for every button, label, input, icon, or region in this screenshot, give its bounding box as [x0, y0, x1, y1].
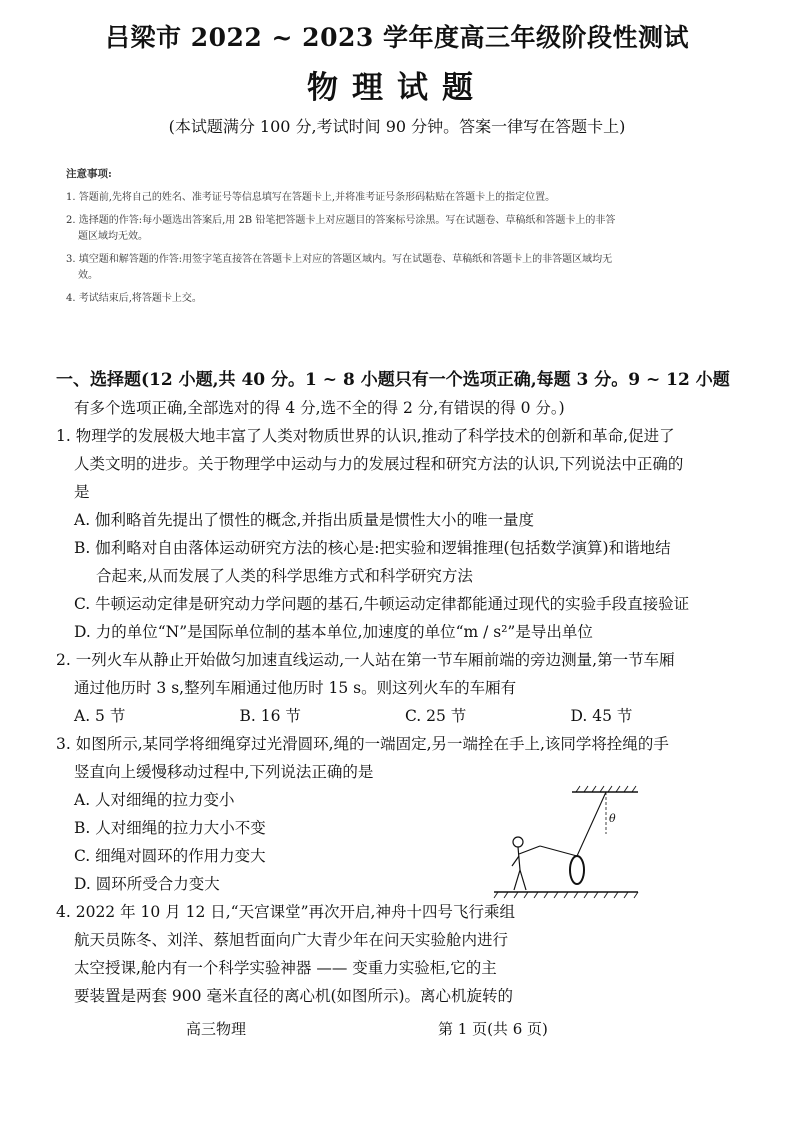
rope-to-ceiling [577, 792, 606, 856]
q2-option-c: C. 25 节 [405, 707, 467, 725]
q1-option-b-line1: B. 伽利略对自由落体运动研究方法的核心是:把实验和逻辑推理(包括数学演算)和谐地结 [74, 539, 671, 557]
q1-option-d: D. 力的单位“N”是国际单位制的基本单位,加速度的单位“m / s²”是导出单位 [74, 623, 593, 641]
q3-option-c: C. 细绳对圆环的作用力变大 [74, 847, 266, 865]
q4-line1: 4. 2022 年 10 月 12 日,“天宫课堂”再次开启,神舟十四号飞行乘组 [56, 903, 515, 921]
notice-item-2 [66, 213, 726, 245]
q1-option-b [56, 534, 736, 590]
q2-option-d: D. 45 节 [570, 707, 633, 725]
q1-option-a: A. 伽利略首先提出了惯性的概念,并指出质量是惯性大小的唯一量度 [74, 511, 534, 529]
q3-stem-line2: 竖直向上缓慢移动过程中,下列说法正确的是 [74, 763, 374, 781]
notice-item-4: 4. 考试结束后,将答题卡上交。 [66, 293, 202, 304]
notice-item-3-line2: 效。 [78, 270, 98, 281]
q2-stem-line2: 通过他历时 3 s,整列车厢通过他历时 15 s。则这列火车的车厢有 [74, 679, 517, 697]
rope-to-hand [540, 846, 577, 856]
questions-content [56, 366, 736, 1010]
q4-line2: 航天员陈冬、刘洋、蔡旭哲面向广大青少年在问天实验舱内进行 [74, 931, 509, 949]
subject-title: 物理试题 [307, 70, 487, 106]
notice-item-3 [66, 252, 726, 284]
q2-options [56, 702, 736, 730]
q1-option-b-line2: 合起来,从而发展了人类的科学思维方式和科学研究方法 [96, 567, 473, 585]
q1-stem-line2: 人类文明的进步。关于物理学中运动与力的发展过程和研究方法的认识,下列说法中正确的 [74, 455, 684, 473]
section-1-line1: 一、选择题(12 小题,共 40 分。1 ~ 8 小题只有一个选项正确,每题 3 分。9 ~ 12 小题 [56, 370, 730, 390]
exam-title: 吕梁市 2022 ~ 2023 学年度高三年级阶段性测试 [105, 23, 689, 52]
ceiling-support [572, 786, 638, 792]
stick-figure-person [512, 837, 540, 890]
q4-line4: 要装置是两套 900 毫米直径的离心机(如图所示)。离心机旋转的 [74, 987, 514, 1005]
q3-option-a: A. 人对细绳的拉力变小 [74, 791, 235, 809]
notice-item-3-line1: 3. 填空题和解答题的作答:用签字笔直接答在答题卡上对应的答题区域内。写在试题卷、草稿纸和答题卡上的非答题区域均无 [66, 254, 613, 265]
q3-figure [488, 778, 644, 902]
q3-option-d: D. 圆环所受合力变大 [74, 875, 220, 893]
q3-option-b: B. 人对细绳的拉力大小不变 [74, 819, 266, 837]
question-4 [56, 898, 531, 1010]
q1-stem-line3: 是 [74, 483, 90, 501]
section-1-line2: 有多个选项正确,全部选对的得 4 分,选不全的得 2 分,有错误的得 0 分。) [74, 399, 565, 417]
q1-stem-line1: 1. 物理学的发展极大地丰富了人类对物质世界的认识,推动了科学技术的创新和革命,促进了 [56, 427, 675, 445]
theta-label: θ [609, 812, 616, 825]
section-1-heading [56, 366, 736, 422]
notice-block [66, 166, 726, 314]
question-2 [56, 646, 736, 730]
q3-stem-line1: 3. 如图所示,某同学将细绳穿过光滑圆环,绳的一端固定,另一端拴在手上,该同学将拴绳的手 [56, 735, 669, 753]
notice-item-2-line1: 2. 选择题的作答:每小题选出答案后,用 2B 铅笔把答题卡上对应题目的答案标号涂黑。写在试题卷、草稿纸和答题卡上的非答 [66, 215, 616, 226]
footer-subject: 高三物理 [186, 1020, 247, 1038]
ground [494, 892, 638, 898]
notice-heading: 注意事项: [66, 168, 112, 180]
ring [570, 856, 584, 884]
notice-item-2-line2: 题区域均无效。 [78, 231, 148, 242]
q1-option-c: C. 牛顿运动定律是研究动力学问题的基石,牛顿运动定律都能通过现代的实验手段直接验证 [74, 595, 690, 613]
exam-info: (本试题满分 100 分,考试时间 90 分钟。答案一律写在答题卡上) [168, 117, 626, 136]
q4-line3: 太空授课,舱内有一个科学实验神器 —— 变重力实验柜,它的主 [74, 959, 497, 977]
q2-option-b: B. 16 节 [239, 707, 301, 725]
question-1 [56, 422, 736, 646]
q2-option-a: A. 5 节 [74, 707, 126, 725]
q2-stem-line1: 2. 一列火车从静止开始做匀加速直线运动,一人站在第一节车厢前端的旁边测量,第一节车厢 [56, 651, 675, 669]
footer-page-number: 第 1 页(共 6 页) [438, 1020, 548, 1038]
notice-item-1: 1. 答题前,先将自己的姓名、准考证号等信息填写在答题卡上,并将准考证号条形码粘贴在答题卡上的指定位置。 [66, 192, 556, 203]
